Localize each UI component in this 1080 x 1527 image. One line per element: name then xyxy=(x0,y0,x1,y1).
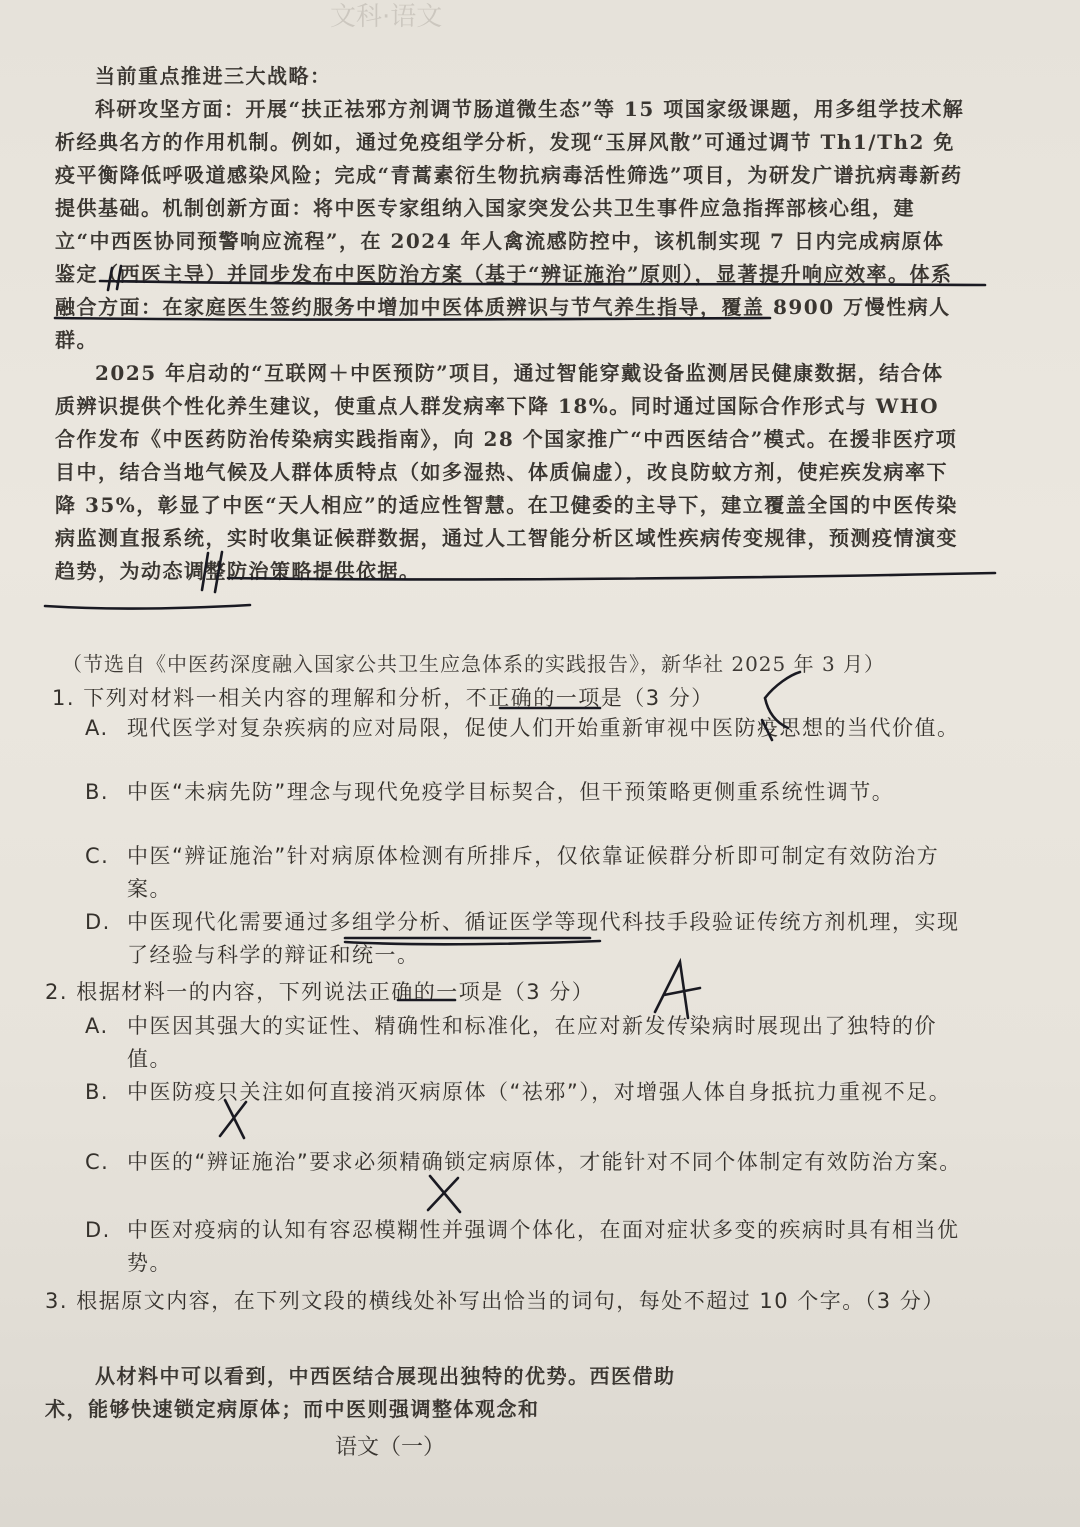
option-label: C. xyxy=(85,844,110,868)
q2-option-a[interactable] xyxy=(85,1010,965,1076)
option-label: A. xyxy=(85,716,109,740)
passage-paragraph-2: 2025 年启动的“互联网＋中医预防”项目，通过智能穿戴设备监测居民健康数据，结合体质辨识提供个性化养生建议，使重点人群发病率下降 18%。同时通过国际合作形式与 WHO 合作发布《中医药防治传染病实践指南》，向 28 个国家推广“中西医结合”模式。在援非医疗项目中，结合当地气候及人群体质特点（如多湿热、体质偏虚），改良防蚊方剂，使疟疾发病率下降 35%，彰显了中医“天人相应”的适应性智慧。在卫健委的主导下，建立覆盖全国的中医传染病监测直报系统，实时收集证候群数据，通过人工智能分析区域性疾病传变规律，预测疫情演变趋势，为动态调整防治策略提供依据。 xyxy=(55,361,958,583)
bleed-through-text: 文科·语文 xyxy=(330,2,443,32)
option-label: C. xyxy=(85,1150,110,1174)
q1-option-c[interactable] xyxy=(85,840,965,906)
option-label: D. xyxy=(85,1218,111,1242)
handwritten-underline xyxy=(45,605,250,609)
option-label: A. xyxy=(85,1014,109,1038)
option-label: B. xyxy=(85,780,110,804)
passage-line-1: 当前重点推进三大战略： xyxy=(95,64,332,88)
q2-option-b[interactable] xyxy=(85,1076,965,1109)
option-text: 中医“辨证施治”针对病原体检测有所排斥，仅依靠证候群分析即可制定有效防治方案。 xyxy=(127,844,940,901)
option-label: D. xyxy=(85,910,111,934)
option-text: 中医对疫病的认知有容忍模糊性并强调个体化，在面对症状多变的疾病时具有相当优势。 xyxy=(127,1218,960,1275)
q1-option-a[interactable] xyxy=(85,712,965,745)
page-footer: 语文（一） xyxy=(335,1435,446,1460)
q2-option-d[interactable] xyxy=(85,1214,965,1280)
q3-fill-line-2: 术，能够快速锁定病原体；而中医则强调整体观念和 xyxy=(45,1397,540,1421)
option-text: 现代医学对复杂疾病的应对局限，促使人们开始重新审视中医防疫思想的当代价值。 xyxy=(127,716,960,740)
option-text: 中医防疫只关注如何直接消灭病原体（“祛邪”），对增强人体自身抵抗力重视不足。 xyxy=(127,1080,952,1104)
option-text: 中医现代化需要通过多组学分析、循证医学等现代科技手段验证传统方剂机理，实现了经验与科学的辩证和统一。 xyxy=(127,910,960,967)
passage-source: （节选自《中医药深度融入国家公共卫生应急体系的实践报告》，新华社 2025 年 3 月） xyxy=(62,652,886,676)
passage-paragraph-1: 科研攻坚方面：开展“扶正祛邪方剂调节肠道微生态”等 15 项国家级课题，用多组学技术解析经典名方的作用机制。例如，通过免疫组学分析，发现“玉屏风散”可通过调节 Th1/Th2 免疫平衡降低呼吸道感染风险；完成“青蒿素衍生物抗病毒活性筛选”项目，为研发广谱抗病毒新药提供基础。机制创新方面：将中医专家组纳入国家突发公共卫生事件应急指挥部核心组，建立“中西医协同预警响应流程”，在 2024 年人禽流感防控中，该机制实现 7 日内完成病原体鉴定（西医主导）并同步发布中医防治方案（基于“辨证施治”原则），显著提升响应效率。体系融合方面：在家庭医生签约服务中增加中医体质辨识与节气养生指导，覆盖 8900 万慢性病人群。 xyxy=(55,97,965,352)
q2-option-c[interactable] xyxy=(85,1146,965,1179)
option-text: 中医“未病先防”理念与现代免疫学目标契合，但干预策略更侧重系统性调节。 xyxy=(127,780,895,804)
option-label: B. xyxy=(85,1080,110,1104)
question-3-stem: 3. 根据原文内容，在下列文段的横线处补写出恰当的词句，每处不超过 10 个字。（3 分） xyxy=(45,1289,945,1313)
option-text: 中医的“辨证施治”要求必须精确锁定病原体，才能针对不同个体制定有效防治方案。 xyxy=(127,1150,962,1174)
q1-option-d[interactable] xyxy=(85,906,965,972)
question-2-stem: 2. 根据材料一的内容，下列说法正确的一项是（3 分） xyxy=(45,980,595,1004)
reading-passage xyxy=(55,60,965,588)
option-text: 中医因其强大的实证性、精确性和标准化，在应对新发传染病时展现出了独特的价值。 xyxy=(127,1014,937,1071)
q1-option-b[interactable] xyxy=(85,776,965,809)
question-1-stem: 1. 下列对材料一相关内容的理解和分析，不正确的一项是（3 分） xyxy=(52,686,714,710)
cross-mark-icon xyxy=(428,1176,460,1212)
q3-fill-line-1: 从材料中可以看到，中西医结合展现出独特的优势。西医借助 xyxy=(95,1364,676,1388)
